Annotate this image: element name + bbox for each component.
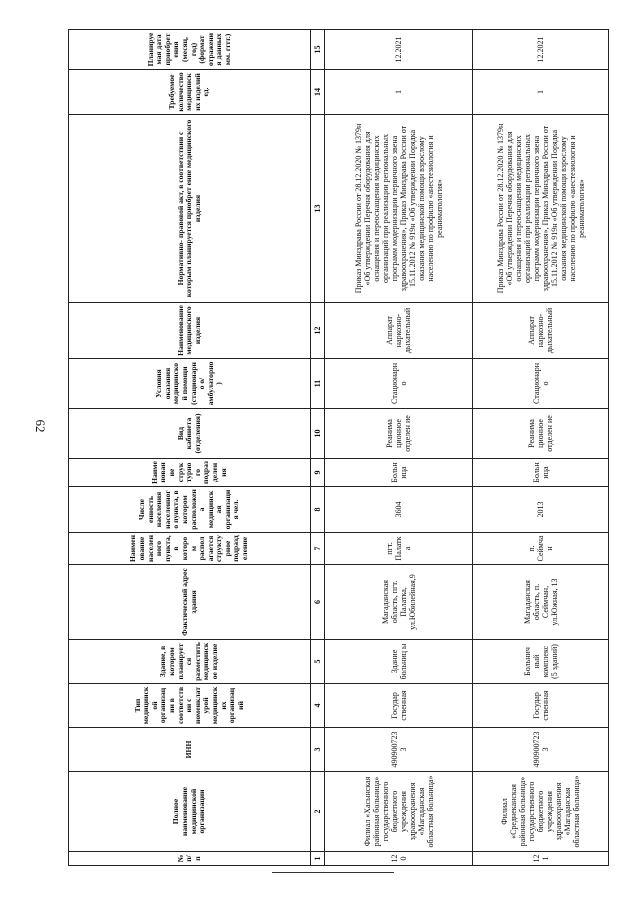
cabinet-type: Реанима ционное отделен ие: [325, 409, 473, 459]
column-number: 10: [311, 409, 325, 459]
column-number: 3: [311, 728, 325, 772]
population: 2013: [473, 487, 609, 533]
header-cell: Нормативно- правовой акт, в соответствии с которым планируется приобрет ение медицинского изделия: [69, 115, 311, 303]
header-cell: Тип медицинской организации в соответствии с номенклатурой медицинских организаций: [69, 684, 311, 728]
header-cell: Полное наименование медицинской организации: [69, 772, 311, 852]
medical-devices-table: [68, 29, 609, 866]
inn: 4909007233: [473, 728, 609, 772]
column-number: 8: [311, 487, 325, 533]
header-cell: Наименование медицинского изделия: [69, 303, 311, 359]
rotated-page: [68, 30, 608, 866]
header-row: [69, 30, 311, 866]
column-number: 15: [311, 30, 325, 70]
care-conditions: Стационарно: [325, 359, 473, 409]
column-number: 13: [311, 115, 325, 303]
device-name: Аппарат наркозно-дыхательный: [473, 303, 609, 359]
address: Магаданская область, п. Сеймчан, ул.Южная, 13: [473, 565, 609, 640]
quantity: 1: [473, 70, 609, 115]
inn: 4909007233: [325, 728, 473, 772]
column-number: 12: [311, 303, 325, 359]
address: Магаданская область, пгт. Палатка, ул.Юбилейная,9: [325, 565, 473, 640]
header-cell: Планируемая дата приобретения (месяц, год) (формат отражения данных мм. гггг.): [69, 30, 311, 70]
population: 3604: [325, 487, 473, 533]
cabinet-type: Реанима ционное отделен ие: [473, 409, 609, 459]
header-cell: Наименование структурного подразделения: [69, 459, 311, 487]
header-cell: ИНН: [69, 728, 311, 772]
column-number: 2: [311, 772, 325, 852]
table-row: [325, 30, 473, 866]
column-number-row: [311, 30, 325, 866]
org-type: Государ ственная: [473, 684, 609, 728]
header-cell: Наименование населенного пункта, в котором располагается структурное подразделение: [69, 533, 311, 565]
device-name: Аппарат наркозно-дыхательный: [325, 303, 473, 359]
org-type: Государ ственная: [325, 684, 473, 728]
header-cell: Фактический адрес здания: [69, 565, 311, 640]
divider: [272, 872, 394, 873]
column-number: 9: [311, 459, 325, 487]
header-cell: № п/п: [69, 852, 311, 866]
column-number: 1: [311, 852, 325, 866]
building: Больнич ный комплекс (5 зданий): [473, 640, 609, 684]
legal-act: Приказ Минздрава России от 28.12.2020 № 1379н «Об утверждении Перечня оборудования для оснащения и переоснащения медицинских организаций при реализации региональных программ модернизации первичного звена здравоохранения», Приказ Минздрава России от 15.11.2012 № 919н «Об утверждении Порядка оказания медицинской помощи взрослому населению по профилю «анестезиология и реаниматология»: [325, 115, 473, 303]
table-row: [473, 30, 609, 866]
org-name: Филиал «Среднеканская районная больница» государственного бюджетного учреждения здравоохранения «Магаданская областная больница»: [473, 772, 609, 852]
legal-act: Приказ Минздрава России от 28.12.2020 № 1379н «Об утверждении Перечня оборудования для оснащения и переоснащения медицинских организаций при реализации региональных программ модернизации первичного звена здравоохранения», Приказ Минздрава России от 15.11.2012 № 919н «Об утверждении Порядка оказания медицинской помощи взрослому населению по профилю «анестезиология и реаниматология»: [473, 115, 609, 303]
structural-unit: Больница: [325, 459, 473, 487]
header-cell: Вид кабинета (отделения): [69, 409, 311, 459]
purchase-date: 12.2021: [473, 30, 609, 70]
header-cell: Числе енность населения населенного пункта, в котором расположена медицинская организация чел.: [69, 487, 311, 533]
building: Здание больниц ы: [325, 640, 473, 684]
quantity: 1: [325, 70, 473, 115]
locality: пгт. Палатка: [325, 533, 473, 565]
column-number: 7: [311, 533, 325, 565]
locality: п. Сеймчан: [473, 533, 609, 565]
header-cell: Требуемое количество медицинских изделий ед.: [69, 70, 311, 115]
column-number: 5: [311, 640, 325, 684]
header-cell: Условия оказания медицинской помощи (стационарно о/амбулаторно): [69, 359, 311, 409]
care-conditions: Стационарно: [473, 359, 609, 409]
structural-unit: Больница: [473, 459, 609, 487]
row-number: 120: [325, 852, 473, 866]
purchase-date: 12.2021: [325, 30, 473, 70]
column-number: 11: [311, 359, 325, 409]
page-number: 62: [33, 419, 48, 433]
row-number: 121: [473, 852, 609, 866]
org-name: Филиал «Хасынская районная больница» государственного бюджетного учреждения здравоохранения «Магаданская областная больница»: [325, 772, 473, 852]
column-number: 14: [311, 70, 325, 115]
header-cell: Здание, в котором планируется разместить медицинское изделие: [69, 640, 311, 684]
column-number: 4: [311, 684, 325, 728]
column-number: 6: [311, 565, 325, 640]
